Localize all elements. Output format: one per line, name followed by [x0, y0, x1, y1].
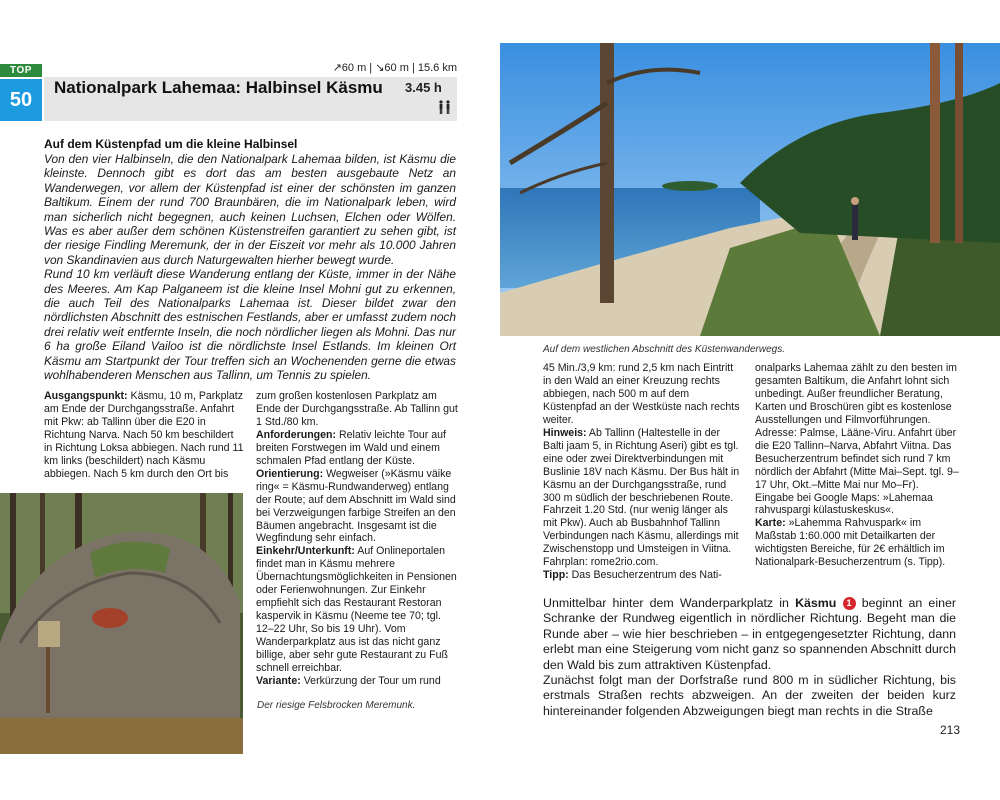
info-requirements — [256, 429, 458, 468]
info-stop — [256, 545, 458, 675]
intro-paragraph-1: Von den vier Halbinseln, die den Nationalpark Lahemaa bilden, ist Käsmu die kleinste. Dennoch gibt es dort das am besten ausgebaute Netz an Wanderwegen, vor allem der Küstenpfad ist einer der schönsten im ganzen Baltikum. Einem der rund 700 Braunbären, die im Nationalpark leben, wird man sicherlich nicht begegnen, auch keinen Luchsen, Elchen oder Wölfen. Was es aber außer dem schönen Küstenstreifen garantiert zu sehen gibt, ist der riesige Findling Meremunk, der in der Eiszeit vor mehr als 10.000 Jahren von Skandinavien aus durch Naturgewalten hierher bewegt wurde. — [44, 152, 456, 267]
info-start-cont: zum großen kostenlosen Parkplatz am Ende der Durchgangsstraße. Ab Tallinn gut 1 Std./80 km. — [256, 390, 458, 428]
info-map — [755, 517, 960, 569]
route-p1-before: Unmittelbar hinter dem Wanderparkplatz in — [543, 596, 789, 610]
boulder-photo — [0, 493, 243, 754]
info-column-3 — [543, 362, 742, 582]
info-variant-label: Variante: — [256, 674, 301, 687]
coast-photo — [500, 43, 1000, 336]
info-tip-cont: onalparks Lahemaa zählt zu den besten im gesamten Baltikum, die Anfahrt lohnt sich unbedingt. Außer freundlicher Beratung, Karten und Broschüren gibt es kostenlose Ausstellungen und Filmvorführungen. Adresse: Palmse, Lääne-Viru. Anfahrt über die E20 Tallinn–Narva, Abfahrt Viitna. Das Besucherzentrum befindet sich rund 7 km nördlich der Abfahrt (Mitte Mai–Sept. tgl. 9–17 Uhr, Okt.–Mitte Mai nur Mo–Fr). Eingabe bei Google Maps: »Lahemaa rahvuspargi külastuskeskus«. — [755, 362, 959, 517]
info-tip — [543, 569, 742, 582]
info-column-1 — [44, 390, 244, 481]
boulder-caption: Der riesige Felsbrocken Meremunk. — [257, 700, 416, 711]
info-start — [44, 390, 244, 481]
route-paragraph-1 — [543, 596, 956, 673]
coast-caption: Auf dem westlichen Abschnitt des Küstenwanderwegs. — [543, 344, 785, 355]
coast-photo-svg — [500, 43, 1000, 336]
page-title: Nationalpark Lahemaa: Halbinsel Käsmu — [54, 78, 383, 97]
info-note-text: Ab Tallinn (Haltestelle in der Balti jaam 5, in Richtung Aseri) gibt es tgl. eine oder zwei Direktverbindungen mit Buslinie 18V nach Käsmu. Der Bus hält in Käsmu an der Durchgangsstraße, rund 300 m südlich der beschriebenen Route. Fahrzeit 1.20 Std. (nur wenig länger als mit Pkw). Auch ab Busbahnhof Tallinn Verbindungen nach Käsmu, allerdings mit Zwischenstopp und Umsteigen in Viitna. Fahrplan: rome2rio.com. — [543, 426, 740, 569]
info-stop-text: Auf Onlineportalen findet man in Käsmu mehrere Übernachtungsmöglichkeiten in Pensionen oder Ferienwohnungen. Zur Einkehr empfiehlt sich das Restaurant Restoran kaspervik in Käsmu (Neeme tee 70; tgl. 12–22 Uhr, So bis 19 Uhr). Vom Wanderparkplatz aus ist das nicht ganz billige, aber sehr gute Restaurant zu Fuß schnell erreichbar. — [256, 545, 457, 675]
info-variant-cont: 45 Min./3,9 km: rund 2,5 km nach Eintritt in den Wald an einer Kreuzung rechts abbiegen, nach 500 m auf dem Küstenpfad an der Westküste nach rechts weiter. — [543, 362, 740, 426]
route-p1-after: beginnt an einer Schranke der Rundweg eigentlich in nördlicher Richtung. Begeht man die Runde aber – wie hier beschrieben – in entgegengesetzter Richtung, dann erlebt man eine Steigerung vom nicht ganz so spannenden Abschnitt durch den Wald bis zum attraktiven Küstenpfad. — [543, 596, 956, 672]
info-note — [543, 427, 742, 569]
tour-duration: 3.45 h — [405, 80, 442, 95]
intro-text — [44, 152, 456, 383]
info-requirements-text: Relativ leichte Tour auf breiten Forstwegen im Wald und einem schmalen Pfad entlang der Küste. — [256, 428, 446, 467]
info-stop-label: Einkehr/Unterkunft: — [256, 545, 355, 558]
tour-number-badge: 50 — [0, 79, 42, 121]
route-place: Käsmu — [795, 596, 837, 610]
info-tip-text: Das Besucherzentrum des Nati- — [571, 569, 722, 582]
info-requirements-label: Anforderungen: — [256, 428, 337, 441]
info-orientation-label: Orientierung: — [256, 467, 324, 480]
top-badge: TOP — [0, 64, 42, 77]
info-tip-label: Tipp: — [543, 569, 569, 582]
info-orientation — [256, 468, 458, 546]
info-map-label: Karte: — [755, 517, 786, 530]
section-heading: Auf dem Küstenpfad um die kleine Halbinsel — [44, 137, 298, 151]
route-paragraph-2: Zunächst folgt man der Dorfstraße rund 800 m in südlicher Richtung, bis erstmals Straßen rechts abzweigen. An der zweiten der beiden kurz hintereinander folgenden Abzweigungen biegt man rechts in die Straße — [543, 673, 956, 718]
info-map-text: »Lahemma Rahvuspark« im Maßstab 1:60.000 mit Detailkarten der wichtigsten Bereiche, für 2€ erhältlich im Nationalpark-Besucherzentrum (s. Tipp). — [755, 517, 946, 569]
info-start-label: Ausgangspunkt: — [44, 390, 128, 402]
tour-stats: ↗60 m | ↘60 m | 15.6 km — [332, 62, 457, 74]
info-start-text: Käsmu, 10 m, Parkplatz am Ende der Durchgangsstraße. Anfahrt mit Pkw: ab Tallinn über die E20 in Richtung Narva. Nach 50 km beschildert in Richtung Loksa abbiegen. Nach rund 11 km links (beschildert) nach Käsmu abbiegen. Nach 5 km durch den Ort bis — [44, 390, 244, 480]
info-variant — [256, 675, 458, 688]
info-column-4 — [755, 362, 960, 569]
info-orientation-text: Wegweiser (»Käsmu väike ring« = Käsmu-Rundwanderweg) entlang der Route; auf dem Abschnitt im Wald sind bei Verzweigungen farbige Streifen an den Bäumen angebracht. Insgesamt ist die Wegfindung sehr einfach. — [256, 467, 456, 545]
hikers-icon — [437, 100, 453, 117]
route-description — [543, 596, 956, 719]
info-note-label: Hinweis: — [543, 426, 587, 439]
info-column-2 — [256, 390, 458, 688]
hikers-icon-svg — [437, 100, 453, 114]
page-number: 213 — [940, 723, 961, 737]
boulder-photo-svg — [0, 493, 243, 754]
info-variant-text: Verkürzung der Tour um rund — [303, 674, 441, 687]
waypoint-marker: 1 — [843, 597, 856, 610]
intro-paragraph-2: Rund 10 km verläuft diese Wanderung entlang der Küste, immer in der Nähe des Meeres. Am Kap Palganeem ist die kleine Insel Mohni gut zu erkennen, die auch Teil des Nationalparks Lahemaa ist. Dieser bildet zwar den nördlichsten Abschnitt des estnischen Festlands, aber er umfasst zudem noch drei relativ weit entfernte Inseln, die noch nördlicher liegen als Mohni. Das nur 6 ha große Eiland Vailoo ist die nördlichste Insel Estlands. Im kleinen Ort Käsmu am Startpunkt der Tour treffen sich an Wochenenden gerne die etwas wohlhabenderen Menschen aus Tallinn, um Tennis zu spielen. — [44, 267, 456, 383]
